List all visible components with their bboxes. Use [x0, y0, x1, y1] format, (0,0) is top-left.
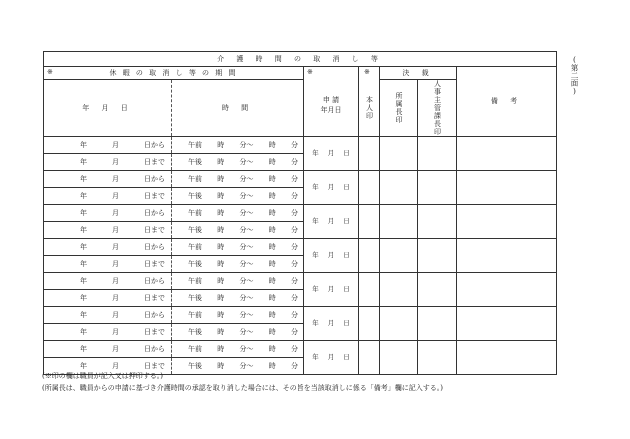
application-mark: ※: [307, 68, 313, 76]
table-row: [44, 137, 557, 154]
to-time-part: 午後: [188, 157, 202, 166]
to-date-part: 年: [80, 327, 87, 336]
from-time-part: 時: [268, 310, 276, 319]
from-time-cell[interactable]: [172, 273, 304, 290]
to-time-part: 分〜: [239, 157, 254, 166]
hr-seal-cell[interactable]: [418, 205, 457, 239]
hr-seal-cell[interactable]: [418, 137, 457, 171]
to-time-part: 分〜: [239, 225, 254, 234]
application-date-part: 月: [327, 251, 335, 260]
to-time-part: 時: [268, 225, 276, 234]
to-time-cell[interactable]: [172, 222, 304, 239]
from-date-cell[interactable]: [44, 273, 172, 290]
from-date-cell[interactable]: [44, 171, 172, 188]
from-time-part: 分〜: [239, 140, 254, 149]
principal-seal-cell[interactable]: [359, 205, 380, 239]
from-time-cell[interactable]: [172, 341, 304, 358]
application-date-part: 年: [312, 285, 319, 294]
from-date-cell[interactable]: [44, 307, 172, 324]
application-date-part: 日: [343, 183, 350, 192]
to-time-part: 分: [291, 259, 298, 268]
period-header: 休 暇 の 取 消 し 等 の 期 間: [109, 68, 238, 77]
hr-seal-label: 人事主管課長印: [433, 80, 442, 136]
from-date-part: 年: [80, 310, 87, 319]
hr-seal-cell[interactable]: [418, 341, 457, 375]
remarks-cell[interactable]: [457, 307, 557, 341]
to-date-part: 日まで: [144, 225, 165, 234]
to-time-part: 分: [291, 327, 298, 336]
hr-seal-cell[interactable]: [418, 239, 457, 273]
period-header-cell: [44, 67, 304, 80]
application-header-line2: 年月日: [320, 105, 342, 114]
application-date-part: 日: [343, 353, 350, 362]
from-time-part: 時: [217, 310, 225, 319]
from-date-part: 月: [112, 344, 119, 353]
to-date-cell[interactable]: [44, 154, 172, 171]
to-time-part: 分: [291, 361, 298, 370]
to-time-part: 時: [217, 225, 225, 234]
dept-head-seal-cell[interactable]: [380, 205, 418, 239]
from-time-part: 午前: [188, 310, 202, 319]
dept-head-seal-header-cell: [380, 80, 418, 137]
from-time-part: 分: [291, 208, 298, 217]
from-time-part: 時: [217, 174, 225, 183]
remarks-header: 備 考: [457, 67, 557, 137]
from-time-part: 時: [268, 242, 276, 251]
from-time-part: 時: [268, 174, 276, 183]
from-time-cell[interactable]: [172, 205, 304, 222]
dept-head-seal-cell[interactable]: [380, 273, 418, 307]
principal-seal-cell[interactable]: [359, 273, 380, 307]
from-date-part: 月: [112, 140, 119, 149]
dept-head-seal-cell[interactable]: [380, 137, 418, 171]
from-date-part: 日から: [144, 140, 165, 149]
to-time-part: 時: [268, 361, 276, 370]
from-date-part: 月: [112, 174, 119, 183]
from-date-part: 年: [80, 174, 87, 183]
to-date-part: 日まで: [144, 191, 165, 200]
period-mark: ※: [47, 68, 55, 76]
from-time-part: 時: [268, 344, 276, 353]
to-time-part: 午後: [188, 259, 202, 268]
dept-head-seal-cell[interactable]: [380, 239, 418, 273]
to-time-cell[interactable]: [172, 154, 304, 171]
to-date-part: 月: [112, 157, 119, 166]
from-time-part: 時: [217, 344, 225, 353]
principal-seal-cell[interactable]: [359, 307, 380, 341]
to-time-part: 時: [217, 293, 225, 302]
dept-head-seal-cell[interactable]: [380, 171, 418, 205]
from-date-cell[interactable]: [44, 205, 172, 222]
from-time-part: 分〜: [239, 344, 254, 353]
application-date-part: 月: [327, 217, 335, 226]
table-row: [44, 239, 557, 256]
to-date-part: 年: [80, 361, 87, 370]
dept-head-seal-cell[interactable]: [380, 341, 418, 375]
table-row: [44, 205, 557, 222]
from-time-part: 分〜: [239, 310, 254, 319]
from-time-part: 分: [291, 276, 298, 285]
to-date-part: 月: [112, 361, 119, 370]
from-date-part: 月: [112, 208, 119, 217]
from-time-part: 時: [217, 208, 225, 217]
application-date-cell[interactable]: [304, 239, 359, 273]
from-time-part: 分: [291, 344, 298, 353]
from-date-cell[interactable]: [44, 239, 172, 256]
to-date-part: 月: [112, 327, 119, 336]
to-date-part: 日まで: [144, 259, 165, 268]
to-time-part: 時: [268, 293, 276, 302]
from-date-cell[interactable]: [44, 341, 172, 358]
to-time-part: 時: [268, 259, 276, 268]
from-time-cell[interactable]: [172, 171, 304, 188]
hr-seal-cell[interactable]: [418, 171, 457, 205]
from-time-cell[interactable]: [172, 239, 304, 256]
from-time-cell[interactable]: [172, 137, 304, 154]
from-date-part: 年: [80, 344, 87, 353]
from-time-part: 午前: [188, 208, 202, 217]
from-time-part: 午前: [188, 242, 202, 251]
note-2: (所属長は、職員からの申請に基づき介護時間の承認を取り消した場合には、その旨を当該取消しに係る「備考」欄に記入する。): [42, 384, 443, 392]
from-date-part: 年: [80, 208, 87, 217]
to-date-part: 日まで: [144, 361, 165, 370]
application-date-cell[interactable]: [304, 273, 359, 307]
from-date-part: 年: [80, 242, 87, 251]
to-time-part: 時: [268, 327, 276, 336]
to-date-part: 月: [112, 225, 119, 234]
from-date-cell[interactable]: [44, 137, 172, 154]
from-date-part: 日から: [144, 174, 165, 183]
application-date-part: 日: [343, 217, 350, 226]
application-date-cell[interactable]: [304, 307, 359, 341]
to-time-part: 時: [217, 327, 225, 336]
principal-seal-cell[interactable]: [359, 171, 380, 205]
application-date-part: 日: [343, 285, 350, 294]
principal-mark: ※: [364, 68, 370, 76]
cancellation-form-table: [43, 51, 557, 375]
to-time-part: 時: [217, 191, 225, 200]
from-time-part: 午前: [188, 140, 202, 149]
time-header: 時 間: [172, 80, 304, 137]
decision-header: 決 裁: [380, 67, 457, 80]
from-time-part: 時: [268, 208, 276, 217]
principal-seal-header-cell: [359, 67, 380, 137]
application-date-part: 日: [343, 319, 350, 328]
application-date-part: 年: [312, 217, 319, 226]
to-date-part: 月: [112, 191, 119, 200]
to-date-part: 年: [80, 225, 87, 234]
from-date-part: 日から: [144, 344, 165, 353]
to-date-part: 月: [112, 259, 119, 268]
application-date-part: 年: [312, 319, 319, 328]
table-row: [44, 171, 557, 188]
application-date-part: 年: [312, 149, 319, 158]
to-time-part: 時: [268, 191, 276, 200]
from-date-part: 日から: [144, 276, 165, 285]
from-date-part: 日から: [144, 208, 165, 217]
application-date-part: 年: [312, 353, 319, 362]
to-date-part: 日まで: [144, 293, 165, 302]
from-time-cell[interactable]: [172, 307, 304, 324]
to-time-part: 分〜: [239, 361, 254, 370]
principal-seal-cell[interactable]: [359, 137, 380, 171]
application-date-part: 年: [312, 251, 319, 260]
date-header: 年 月 日: [44, 80, 172, 137]
to-time-part: 分: [291, 157, 298, 166]
from-time-part: 分: [291, 310, 298, 319]
from-time-part: 分〜: [239, 174, 254, 183]
to-time-cell[interactable]: [172, 358, 304, 375]
remarks-cell[interactable]: [457, 273, 557, 307]
from-date-part: 日から: [144, 310, 165, 319]
application-date-cell[interactable]: [304, 341, 359, 375]
to-time-part: 分〜: [239, 293, 254, 302]
to-date-cell[interactable]: [44, 222, 172, 239]
to-date-part: 年: [80, 191, 87, 200]
application-date-part: 月: [327, 319, 335, 328]
application-date-part: 日: [343, 251, 350, 260]
from-time-part: 時: [268, 140, 276, 149]
application-header-line1: 申 請: [322, 96, 340, 105]
from-date-part: 月: [112, 310, 119, 319]
from-time-part: 時: [217, 242, 225, 251]
to-date-cell[interactable]: [44, 290, 172, 307]
principal-seal-cell[interactable]: [359, 341, 380, 375]
table-row: [44, 307, 557, 324]
remarks-cell[interactable]: [457, 341, 557, 375]
to-time-part: 分〜: [239, 327, 254, 336]
application-date-part: 月: [327, 149, 335, 158]
to-time-part: 分〜: [239, 191, 254, 200]
application-date-part: 月: [327, 285, 335, 294]
hr-seal-header-cell: [418, 80, 457, 137]
to-time-part: 午後: [188, 225, 202, 234]
application-date-cell[interactable]: [304, 137, 359, 171]
note-1: (※印の欄は職員が記入又は押印する。): [42, 372, 163, 380]
to-date-part: 日まで: [144, 327, 165, 336]
to-time-part: 分: [291, 225, 298, 234]
to-date-part: 月: [112, 293, 119, 302]
application-date-cell[interactable]: [304, 205, 359, 239]
from-time-part: 分: [291, 140, 298, 149]
to-time-part: 午後: [188, 361, 202, 370]
from-time-part: 分〜: [239, 208, 254, 217]
to-time-part: 午後: [188, 191, 202, 200]
to-date-cell[interactable]: [44, 188, 172, 205]
to-date-cell[interactable]: [44, 256, 172, 273]
application-date-part: 月: [327, 353, 335, 362]
application-date-part: 日: [343, 149, 350, 158]
table-row: [44, 341, 557, 358]
from-time-part: 時: [217, 276, 225, 285]
to-time-cell[interactable]: [172, 256, 304, 273]
to-time-cell[interactable]: [172, 324, 304, 341]
to-date-cell[interactable]: [44, 324, 172, 341]
to-time-cell[interactable]: [172, 188, 304, 205]
to-time-part: 時: [217, 361, 225, 370]
page-side-label: (第二面): [570, 55, 579, 96]
from-time-part: 午前: [188, 174, 202, 183]
to-time-part: 時: [268, 157, 276, 166]
from-time-part: 分〜: [239, 242, 254, 251]
from-time-part: 分: [291, 242, 298, 251]
from-date-part: 月: [112, 276, 119, 285]
application-date-header-cell: [304, 67, 359, 137]
dept-head-seal-cell[interactable]: [380, 307, 418, 341]
to-time-part: 午後: [188, 293, 202, 302]
table-row: [44, 273, 557, 290]
from-time-part: 時: [268, 276, 276, 285]
to-date-part: 年: [80, 259, 87, 268]
to-time-part: 午後: [188, 327, 202, 336]
dept-head-seal-label: 所属長印: [395, 92, 403, 124]
from-date-part: 年: [80, 140, 87, 149]
remarks-cell[interactable]: [457, 171, 557, 205]
from-time-part: 午前: [188, 344, 202, 353]
form-title: 介 護 時 間 の 取 消 し 等: [44, 52, 557, 67]
from-time-part: 分: [291, 174, 298, 183]
application-date-part: 年: [312, 183, 319, 192]
principal-seal-label: 本人印: [365, 95, 374, 120]
remarks-cell[interactable]: [457, 239, 557, 273]
to-time-cell[interactable]: [172, 290, 304, 307]
to-date-part: 年: [80, 293, 87, 302]
to-time-part: 時: [217, 157, 225, 166]
to-time-part: 分: [291, 293, 298, 302]
from-time-part: 時: [217, 140, 225, 149]
remarks-cell[interactable]: [457, 205, 557, 239]
from-date-part: 日から: [144, 242, 165, 251]
from-date-part: 年: [80, 276, 87, 285]
application-date-cell[interactable]: [304, 171, 359, 205]
from-date-part: 月: [112, 242, 119, 251]
hr-seal-cell[interactable]: [418, 307, 457, 341]
application-date-part: 月: [327, 183, 335, 192]
to-time-part: 分: [291, 191, 298, 200]
to-time-part: 分〜: [239, 259, 254, 268]
principal-seal-cell[interactable]: [359, 239, 380, 273]
to-date-part: 日まで: [144, 157, 165, 166]
hr-seal-cell[interactable]: [418, 273, 457, 307]
to-time-part: 時: [217, 259, 225, 268]
to-date-part: 年: [80, 157, 87, 166]
from-time-part: 分〜: [239, 276, 254, 285]
from-time-part: 午前: [188, 276, 202, 285]
remarks-cell[interactable]: [457, 137, 557, 171]
